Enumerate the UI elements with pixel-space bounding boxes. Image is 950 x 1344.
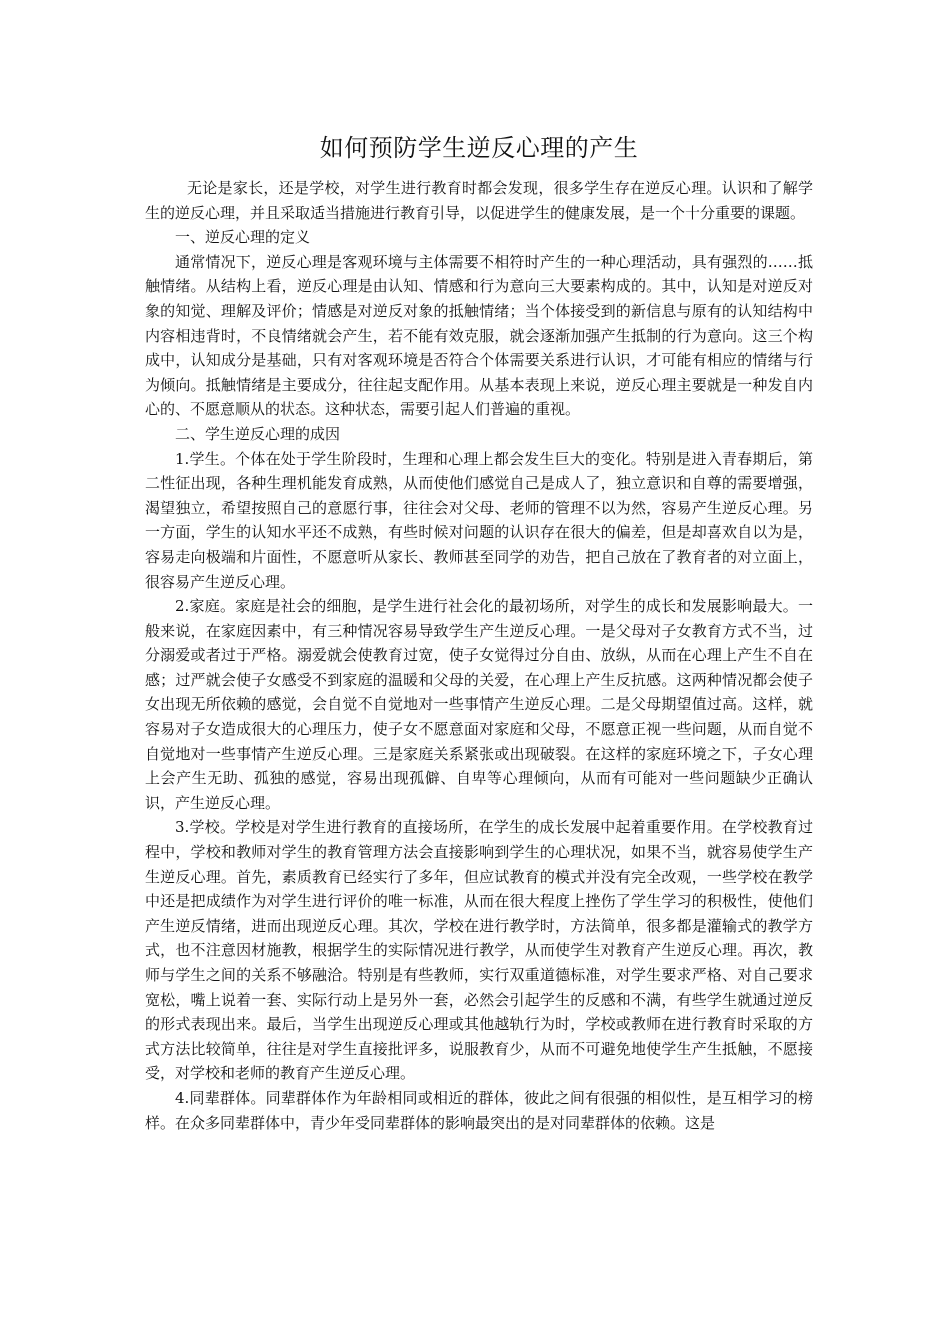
section-heading-causes: 二、学生逆反心理的成因 [175,424,341,443]
intro-paragraph: 无论是家长，还是学校，对学生进行教育时都会发现，很多学生存在逆反心理。认识和了解学生的逆反心理，并且采取适当措施进行教育引导，以促进学生的健康发展，是一个十分重要的课题。 [145,179,813,222]
cause-peer-group-paragraph: 4.同辈群体。同辈群体作为年龄相同或相近的群体，彼此之间有很强的相似性，是互相学习的榜样。在众多同辈群体中，青少年受同辈群体的影响最突出的是对同辈群体的依赖。这是 [145,1088,813,1132]
cause-family-paragraph: 2.家庭。家庭是社会的细胞，是学生进行社会化的最初场所，对学生的成长和发展影响最大。一般来说，在家庭因素中，有三种情况容易导致学生产生逆反心理。一是父母对子女教育方式不当，过分溺爱或者过于严格。溺爱就会使教育过宽，使子女觉得过分自由、放纵，从而在心理上产生不自在感；过严就会使子女感受不到家庭的温暖和父母的关爱，在心理上产生反抗感。这两种情况都会使子女出现无所依赖的感觉，会自觉不自觉地对一些事情产生逆反心理。二是父母期望值过高。这样，就容易对子女造成很大的心理压力，使子女不愿意面对家庭和父母，不愿意正视一些问题，从而自觉不自觉地对一些事情产生逆反心理。三是家庭关系紧张或出现破裂。在这样的家庭环境之下，子女心理上会产生无助、孤独的感觉，容易出现孤僻、自卑等心理倾向，从而有可能对一些问题缺少正确认识，产生逆反心理。 [145,597,813,812]
section-heading-definition: 一、逆反心理的定义 [175,228,311,247]
document-page [145,128,813,1135]
document-title: 如何预防学生逆反心理的产生 [319,134,639,162]
definition-paragraph: 通常情况下，逆反心理是客观环境与主体需要不相符时产生的一种心理活动，具有强烈的……抵触情绪。从结构上看，逆反心理是由认知、情感和行为意向三大要素构成的。其中，认知是对逆反对象的知觉、理解及评价；情感是对逆反对象的抵触情绪；当个体接受到的新信息与原有的认知结构中内容相违背时，不良情绪就会产生，若不能有效克服，就会逐渐加强产生抵制的行为意向。这三个构成中，认知成分是基础，只有对客观环境是否符合个体需要关系进行认识，才可能有相应的情绪与行为倾向。抵触情绪是主要成分，往往起支配作用。从基本表现上来说，逆反心理主要就是一种发自内心的、不愿意顺从的状态。这种状态，需要引起人们普遍的重视。 [145,252,813,419]
cause-school-paragraph: 3.学校。学校是对学生进行教育的直接场所，在学生的成长发展中起着重要作用。在学校教育过程中，学校和教师对学生的教育管理方法会直接影响到学生的心理状况，如果不当，就容易使学生产生逆反心理。首先，素质教育已经实行了多年，但应试教育的模式并没有完全改观，一些学校在教学中还是把成绩作为对学生进行评价的唯一标准，从而在很大程度上挫伤了学生学习的积极性，使他们产生逆反情绪，进而出现逆反心理。其次，学校在进行教学时，方法简单，很多都是灌输式的教学方式，也不注意因材施教，根据学生的实际情况进行教学，从而使学生对教育产生逆反心理。再次，教师与学生之间的关系不够融洽。特别是有些教师，实行双重道德标准，对学生要求严格、对自己要求宽松，嘴上说着一套、实际行动上是另外一套，必然会引起学生的反感和不满，有些学生就通过逆反的形式表现出来。最后，当学生出现逆反心理或其他越轨行为时，学校或教师在进行教育时采取的方式方法比较简单，往往是对学生直接批评多，说服教育少，从而不可避免地使学生产生抵触，不愿接受，对学校和老师的教育产生逆反心理。 [145,818,813,1083]
cause-student-paragraph: 1.学生。个体在处于学生阶段时，生理和心理上都会发生巨大的变化。特别是进入青春期后，第二性征出现，各种生理机能发育成熟，从而使他们感觉自己是成人了，独立意识和自尊的需要增强，渴望独立，希望按照自己的意愿行事，往往会对父母、老师的管理不以为然，容易产生逆反心理。另一方面，学生的认知水平还不成熟，有些时候对问题的认识存在很大的偏差，但是却喜欢自以为是，容易走向极端和片面性，不愿意听从家长、教师甚至同学的劝告，把自己放在了教育者的对立面上，很容易产生逆反心理。 [145,449,813,591]
